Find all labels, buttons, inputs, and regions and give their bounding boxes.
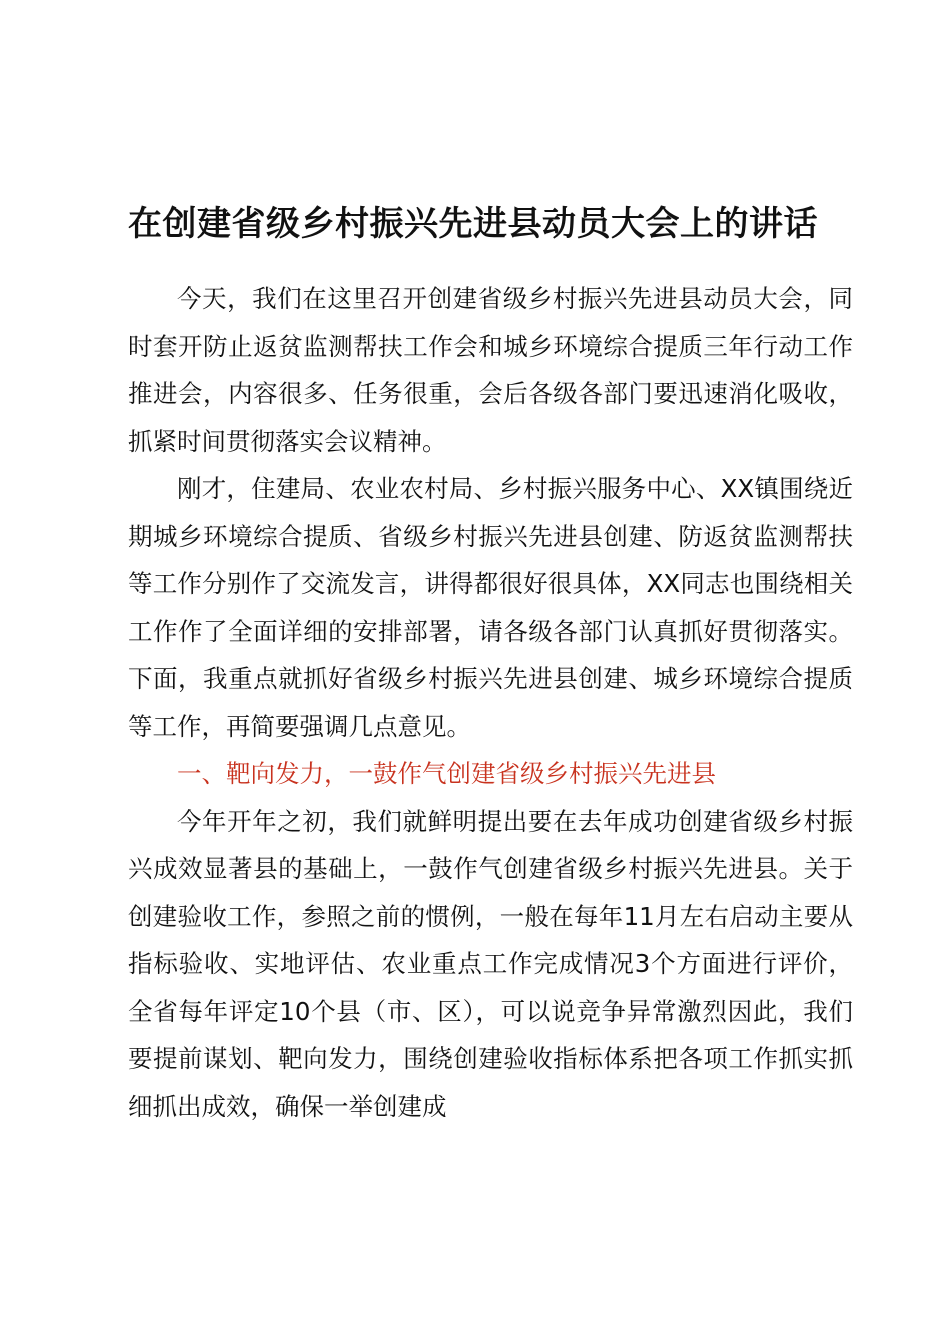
document-title: 在创建省级乡村振兴先进县动员大会上的讲话: [128, 204, 818, 244]
document-body: [128, 275, 853, 1130]
section-heading: 一、靶向发力，一鼓作气创建省级乡村振兴先进县: [177, 759, 716, 788]
paragraph-section-one: 今年开年之初，我们就鲜明提出要在去年成功创建省级乡村振兴成效显著县的基础上，一鼓作气创建省级乡村振兴先进县。关于创建验收工作，参照之前的惯例，一般在每年11月左右启动主要从指标验收、实地评估、农业重点工作完成情况3个方面进行评价，全省每年评定10个县（市、区），可以说竞争异常激烈因此，我们要提前谋划、靶向发力，围绕创建验收指标体系把各项工作抓实抓细抓出成效，确保一举创建成: [128, 806, 853, 1121]
paragraph-summary: 刚才，住建局、农业农村局、乡村振兴服务中心、XX镇围绕近期城乡环境综合提质、省级乡村振兴先进县创建、防返贫监测帮扶等工作分别作了交流发言，讲得都很好很具体，XX同志也围绕相关工作作了全面详细的安排部署，请各级各部门认真抓好贯彻落实。下面，我重点就抓好省级乡村振兴先进县创建、城乡环境综合提质等工作，再简要强调几点意见。: [128, 474, 853, 741]
paragraph-opening: 今天，我们在这里召开创建省级乡村振兴先进县动员大会，同时套开防止返贫监测帮扶工作会和城乡环境综合提质三年行动工作推进会，内容很多、任务很重，会后各级各部门要迅速消化吸收，抓紧时间贯彻落实会议精神。: [128, 284, 853, 456]
